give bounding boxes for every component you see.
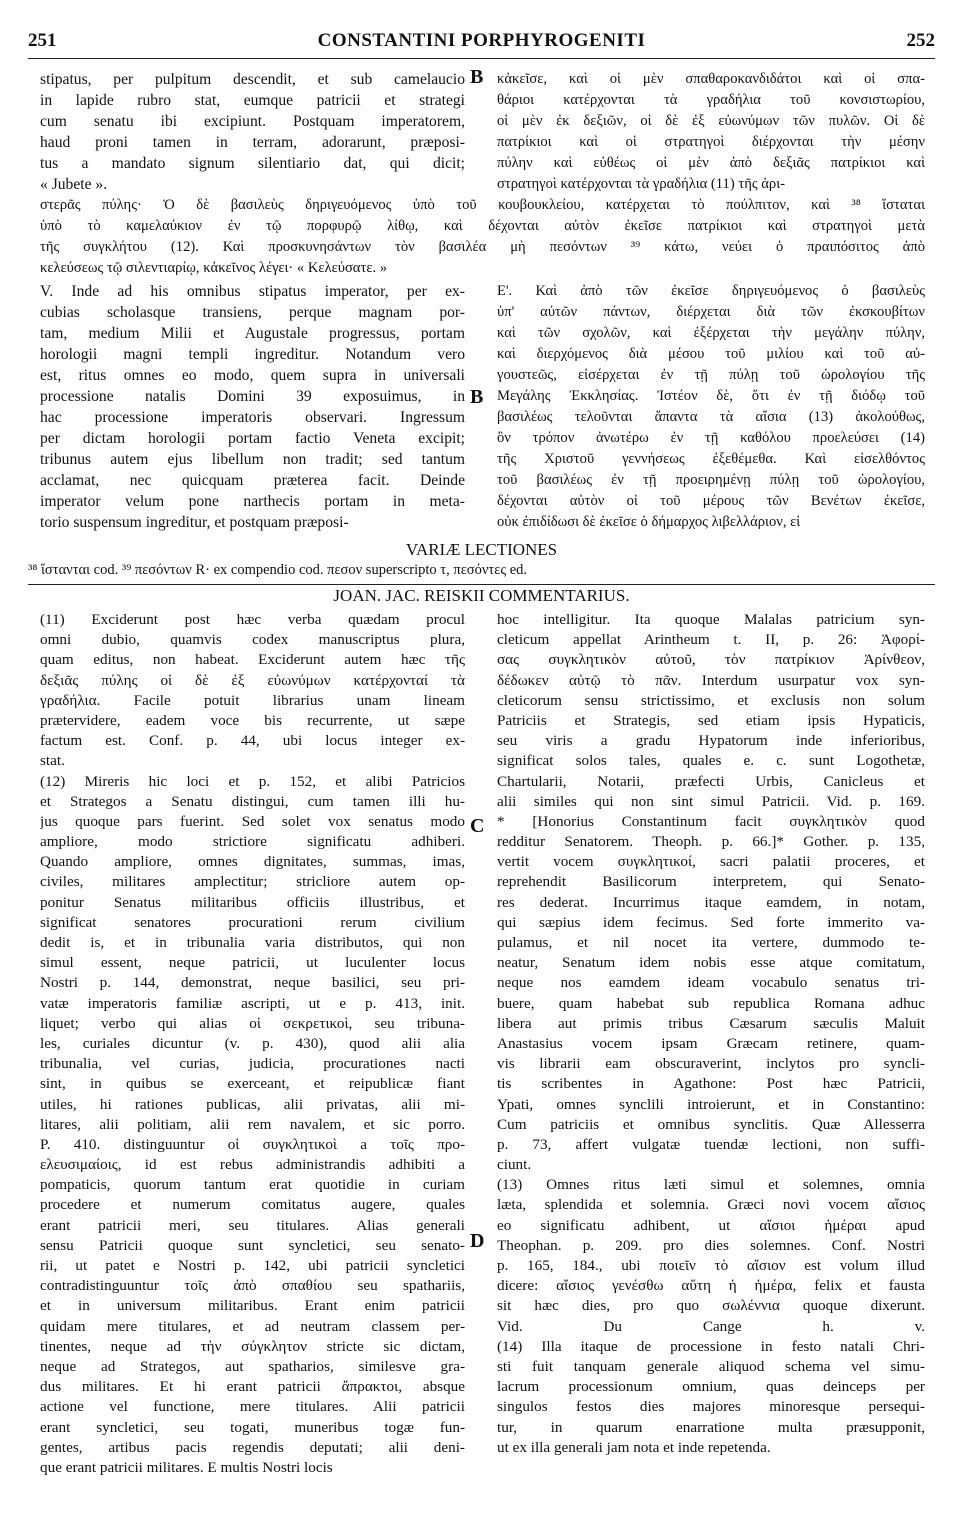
text-line: pompaticis, quorum tantum erat quotidie in curiam xyxy=(40,1176,465,1194)
text-line: Ε'. Καὶ ἀπὸ τῶν ἐκεῖσε δηριγευόμενος ὁ βασιλεὺς xyxy=(497,283,925,299)
text-line: gentes, artibus pacis regendis deputati; alii deni- xyxy=(40,1438,465,1456)
text-line: que erant patricii militares. E multis Nostri locis xyxy=(40,1458,333,1476)
text-line: dicere: αἴσιος γενέσθω αὕτη ἡ ἡμέρα, felix et fausta xyxy=(497,1277,925,1295)
text-line: cleticorum sensu strictissimo, et exclusis non solum xyxy=(497,691,925,709)
greek-text-top xyxy=(497,69,925,195)
text-line: quidam mere titulares, et ad neutram classem per- xyxy=(40,1317,465,1335)
running-title: CONSTANTINI PORPHYROGENITI xyxy=(317,30,646,51)
text-line: Μεγάλης Ἐκκλησίας. Ἰστέον δὲ, ὅτι ἐν τῇ διόδῳ τοῦ xyxy=(497,388,925,404)
text-line: cleticum appellat Arintheum t. II, p. 26: Ἀφορί- xyxy=(497,631,925,649)
text-line: les, curiales dicuntur (v. p. 430), quod alii alia xyxy=(40,1034,465,1052)
text-line: ut ex illa generali jam nota et inde repetenda. xyxy=(497,1438,771,1456)
text-line: neque nos eamdem ideam vocabulo senatus tri- xyxy=(497,974,925,992)
text-line: eo significatu adhibent, ut αἴσιοι ἡμέραι apud xyxy=(497,1216,925,1234)
text-line: lacrum processionum omnium, quas deinceps per xyxy=(497,1378,925,1396)
commentary-left-column xyxy=(40,610,465,1478)
text-line: per dictam horologii portam factio Veneta excipit; xyxy=(40,430,465,447)
text-line: litares, alii politiam, alii rem navalem, et sic porro. xyxy=(40,1115,465,1133)
text-line: contradistinguuntur τοῖς ἀπὸ σπαθίου seu spathariis, xyxy=(40,1277,465,1295)
text-line: actione vel functione, mere titulares. Alii patricii xyxy=(40,1398,465,1416)
text-line: Anastasius vocem ipsam Græcam retinere, quam- xyxy=(497,1034,925,1052)
text-line: factum est. Conf. p. 44, ubi locus integer ex- xyxy=(40,732,465,750)
text-line: Nostri p. 144, demonstrat, neque basilici, seu pri- xyxy=(40,974,465,992)
text-line: Patriciis et Strategis, sed etiam ipsis Hypaticis, xyxy=(497,711,925,729)
text-line: tribunus autem ejus libellum non tradit; sed tantum xyxy=(40,451,465,468)
text-line: οὐκ ἐπιδίδωσι δὲ ἐκεῖσε ὁ δήμαρχος λιβελλάριον, εἰ xyxy=(497,514,801,530)
text-line: Theophan. p. 209. pro dies solemnes. Conf. Nostri xyxy=(497,1236,925,1254)
text-line: rii, ut patet e Nostri p. 142, ubi patricii syncletici xyxy=(40,1257,465,1274)
text-line: τῆς Χριστοῦ γεννήσεως ἐξεθέμεθα. Καὶ εἰσελθόντος xyxy=(497,451,925,467)
text-line: (14) Illa itaque de processione in festo natali Chri- xyxy=(497,1337,925,1355)
text-line: οἱ μὲν ἐκ δεξιῶν, οἱ δὲ ἐξ εὐωνύμων τῶν πυλῶν. Οἱ δὲ xyxy=(497,113,925,129)
text-line: (13) Omnes ritus læti simul et solemnes, omnia xyxy=(497,1176,925,1194)
text-line: (11) Exciderunt post hæc verba quædam procul xyxy=(40,611,465,628)
text-line: vertit vocem συγκλητικοί, sacri palatii proceres, et xyxy=(497,853,925,871)
text-line: utiles, hi rationes publicas, alii privatas, alii mi- xyxy=(40,1095,465,1113)
text-line: πύλην καὶ εὐθέως οἱ μὲν ἀπὸ δεξιᾶς πατρίκιοι καὶ xyxy=(497,155,925,171)
header-rule xyxy=(28,58,935,59)
text-line: vis librarii eam obscuraverint, inclytos pro syncli- xyxy=(497,1055,925,1073)
text-line: quam editus, non habeat. Exciderunt autem hæc τῆς xyxy=(40,651,465,669)
text-line: procedere et numerum comitatus augere, quales xyxy=(40,1196,465,1214)
text-line: et in universum militaribus. Erant enim patricii xyxy=(40,1297,465,1315)
text-line: libera aut primis tribus Cæsarum sæculis Maluit xyxy=(497,1014,925,1032)
text-line: tam, medium Milii et Augustale progressus, portam xyxy=(40,325,465,342)
text-line: sit hæc dies, pro quo σωλέννια quoque dixerunt. xyxy=(497,1297,925,1315)
text-line: tinentes, neque ad τὴν σύγκλητον stricte sic dictam, xyxy=(40,1337,465,1355)
text-line: βασιλέως τελοῦνται ἅπαντα τὰ αἴσια (13) ἀκολούθως, xyxy=(497,409,925,425)
text-line: læta, splendida et solemnia. Græci novi vocem αἴσιος xyxy=(497,1196,925,1214)
text-line: Ypati, omnes synclili introierunt, et in Constantino: xyxy=(497,1095,925,1113)
text-line: neque ad Strategos, aut spatharios, similesve gra- xyxy=(40,1357,465,1375)
variae-lectiones-heading: VARIÆ LECTIONES xyxy=(405,540,558,559)
apparatus-rule xyxy=(28,584,935,585)
text-line: buere, quam habebat sub republica Romana adhuc xyxy=(497,994,925,1012)
text-line: est, ritus omnes eo modo, quem supra in universali xyxy=(40,367,465,384)
text-line: processione natalis Domini 39 exposuimus, in xyxy=(40,388,465,405)
text-line: Chartularii, Notarii, præfecti Urbis, Canicleus et xyxy=(497,772,925,790)
text-line: cubias scholasque transiens, perque magnam por- xyxy=(40,304,465,321)
text-line: στερᾶς πύλης· Ὁ δὲ βασιλεὺς δηριγευόμενος ὑπὸ τοῦ κουβουκλείου, κατέρχεται τὸ πούλπιτον, καὶ ³⁸ ἵσταται xyxy=(40,197,925,213)
running-header xyxy=(28,30,935,60)
text-line: στρατηγοὶ κατέρχονται τὰ γραδήλια (11) τῆς ἀρι- xyxy=(497,176,785,192)
text-line: sti fuit tanquam generale aliquod schema vel simu- xyxy=(497,1357,925,1375)
text-line: erant patricii meri, seu titulares. Alias generali xyxy=(40,1216,465,1234)
text-line: cum senatu ibi excipiunt. Postquam imperatorem, xyxy=(40,113,465,130)
text-line: significat solos tales, quales e. c. sunt Logothetæ, xyxy=(497,752,925,770)
margin-marker-d: D xyxy=(470,1230,485,1252)
text-line: (12) Mireris hic loci et p. 152, et alibi Patricios xyxy=(40,772,465,790)
text-line: prætervidere, eadem voce bis recurrente, ut sæpe xyxy=(40,711,465,729)
text-line: ampliore, modo strictiore significatu adhiberi. xyxy=(40,833,465,851)
text-line: τοῦ βασιλέως ἐν τῇ προειρημένῃ πύλῃ τοῦ ὡρολογίου, xyxy=(497,472,925,488)
text-line: * [Honorius Constantinum facit συγκλητικὸν quod xyxy=(497,812,925,830)
text-line: p. 165, 184., ubi ποιεῖν τὸ αἴσιον est volum illud xyxy=(497,1257,925,1274)
text-line: Quando ampliore, omnes dignitates, summas, imas, xyxy=(40,853,465,871)
text-line: dus militares. Et hi erant patricii ἄπρακτοι, absque xyxy=(40,1378,465,1396)
text-line: hoc intelligitur. Ita quoque Malalas patricium syn- xyxy=(497,611,925,628)
text-line: V. Inde ad his omnibus stipatus imperator, per ex- xyxy=(40,283,465,300)
text-line: ὑπὸ τὸ καμελαύκιον ἐν τῷ πορφυρῷ λίθῳ, καὶ δέχονται αὐτὸν ἐκεῖσε πατρίκιοι καὶ στρατηγοὶ μετὰ xyxy=(40,218,925,234)
text-line: horologii magni templi ingreditur. Notandum vero xyxy=(40,346,465,363)
text-line: « Jubete ». xyxy=(40,176,108,193)
greek-text-section-5 xyxy=(497,281,925,533)
text-line: Cum patriciis et omnibus synclitis. Quæ Allesserra xyxy=(497,1115,925,1133)
text-line: δέδωκεν αὐτῷ τὸ πᾶν. Interdum usurpatur vox syn- xyxy=(497,671,925,689)
text-line: γουστεῶς, εἰσέρχεται ἐν τῇ πύλῃ τοῦ ὡρολογίου τῆς xyxy=(497,367,925,383)
text-line: καὶ διερχόμενος διὰ μέσου τοῦ μιλίου καὶ τοῦ αὐ- xyxy=(497,346,925,362)
text-line: hac processione imperatoris observari. Ingressum xyxy=(40,409,465,426)
text-line: ὑπ' αὐτῶν πάντων, διέρχεται διὰ τῶν ἐκσκουβίτων xyxy=(497,304,925,320)
text-line: res dederat. Incurrimus itaque eamdem, in notam, xyxy=(497,893,925,911)
text-line: significat senatores procurationi rerum civilium xyxy=(40,913,465,931)
text-line: erant syncletici, seu togati, muneribus togæ fun- xyxy=(40,1418,465,1436)
text-line: δεξιᾶς πύλης οἱ δὲ ἐξ εὐωνύμων κατέρχονταί τὰ xyxy=(40,671,465,689)
text-line: singulos festos dies majores minoresque persequi- xyxy=(497,1398,925,1416)
text-line: alii similes qui non sint simul Patricii. Vid. p. 169. xyxy=(497,792,925,810)
text-line: καὶ τῶν σχολῶν, καὶ ἐξέρχεται τὴν μεγάλην πύλην, xyxy=(497,325,925,341)
text-line: liquet; verbo qui alias οἱ σεκρετικοὶ, seu tribuna- xyxy=(40,1014,465,1032)
text-line: τῆς συγκλήτου (12). Καὶ προσκυνησάντων τὸν βασιλέα μὴ πεσόντων ³⁹ κάτω, νεύει ὁ πραιπόσιτος ἀπὸ xyxy=(40,239,925,255)
text-line: acclamat, nec quicquam præterea facit. Deinde xyxy=(40,472,465,489)
margin-marker-b: B xyxy=(470,66,484,88)
text-line: seu viris a gradu Hypatorum inde inferioribus, xyxy=(497,732,925,750)
text-line: simul essent, neque patricii, ut luculenter locus xyxy=(40,954,465,972)
latin-text-section-5 xyxy=(40,281,465,533)
text-line: θάριοι κατέρχονται τὰ γραδήλια τοῦ κονσιστωρίου, xyxy=(497,92,925,108)
variae-lectiones-line: ³⁸ ἵστανται cod. ³⁹ πεσόντων R· ex compendio cod. πεσον superscripto τ, πεσόντες ed. xyxy=(28,562,528,578)
page-number-right: 252 xyxy=(906,30,935,51)
text-line: p. 73, affert vulgatæ tuendæ lectioni, non suffi- xyxy=(497,1135,925,1153)
text-line: imperator velum pone narthecis portam in meta- xyxy=(40,493,465,510)
text-line: σας συγκλητικὸν αὐτοῦ, τὸν πατρίκιον Ἀρίνθεον, xyxy=(497,651,925,669)
margin-marker-c: C xyxy=(470,815,485,837)
text-line: πατρίκιοι καὶ οἱ στρατηγοὶ διέρχονται τὴν μέσην xyxy=(497,134,925,150)
commentarius-heading: JOAN. JAC. REISKII COMMENTARIUS. xyxy=(333,586,630,605)
text-line: civiles, militares amplectitur; stricliore autem op- xyxy=(40,873,465,891)
text-line: dedit is, et in tribunalia varia distributos, qui non xyxy=(40,934,465,951)
text-line: torio suspensum ingreditur, et postquam præposi- xyxy=(40,514,349,531)
page-number-left: 251 xyxy=(28,30,57,51)
commentary-right-column xyxy=(497,610,925,1458)
greek-text-full-width xyxy=(40,195,925,279)
text-line: vatæ imperatoris familiæ ascripti, ut e p. 413, init. xyxy=(40,994,465,1012)
text-line: γραδήλια. Facile potuit librarius unam lineam xyxy=(40,691,465,709)
text-line: sensu Patricii quoque sunt syncletici, seu senato- xyxy=(40,1236,465,1254)
text-line: P. 410. distinguuntur οἱ συγκλητικοὶ a τοῖς προ- xyxy=(40,1135,465,1153)
text-line: stat. xyxy=(40,752,65,770)
text-line: ponitur Senatus militaribus officiis illustribus, et xyxy=(40,893,465,911)
text-line: ὃν τρόπον ἀνωτέρω ἐν τῇ καθόλου προελεύσει (14) xyxy=(497,430,925,446)
latin-text-top xyxy=(40,69,465,195)
text-line: κελεύσεως τῷ σιλεντιαρίῳ, κἀκεῖνος λέγει· « Κελεύσατε. » xyxy=(40,260,388,276)
text-line: neatur, Senatum idem nobis esse atque comitatum, xyxy=(497,954,925,972)
text-line: tus a mandato signum silentiario dat, qui dicit; xyxy=(40,155,465,172)
text-line: reprehendit Basilicorum interpretem, qui Senato- xyxy=(497,873,925,891)
margin-marker-b-2: B xyxy=(470,386,484,408)
text-line: κἀκεῖσε, καὶ οἱ μὲν σπαθαροκανδιδάτοι καὶ οἱ σπα- xyxy=(497,71,925,87)
text-line: ελευσιμαίοις, id est rebus administrandis adhibiti a xyxy=(40,1156,465,1174)
text-line: sint, in quibus se exerceant, et reipublicæ fiant xyxy=(40,1075,465,1093)
text-line: δέχονται αὐτὸν οἱ τοῦ μέρους τῶν Βενέτων ἐκεῖσε, xyxy=(497,493,925,509)
text-line: omni dubio, quamvis codex manuscriptus plura, xyxy=(40,631,465,649)
text-line: tribunalia, vel curias, judicia, procurationes nacti xyxy=(40,1055,465,1073)
text-line: redditur Senatorem. Theoph. p. 66.]* Gother. p. 135, xyxy=(497,833,925,851)
text-line: haud proni tamen in terram, adorarunt, præposi- xyxy=(40,134,465,151)
text-line: tis scribentes in Agathone: Post hæc Patricii, xyxy=(497,1075,925,1093)
text-line: jus quoque pars fuerint. Sed solet vox senatus modo xyxy=(40,812,465,830)
text-line: qui sæpius idem fecimus. Sed forte immerito va- xyxy=(497,913,925,931)
text-line: et Strategos a Senatu distingui, cum tamen illi hu- xyxy=(40,792,465,810)
text-line: in lapide rubro stat, eumque patricii et strategi xyxy=(40,92,465,109)
text-line: stipatus, per pulpitum descendit, et sub camelaucio xyxy=(40,71,465,88)
text-line: ciunt. xyxy=(497,1156,532,1174)
text-line: pulamus, et nil nocet ita vertere, dummodo te- xyxy=(497,934,925,951)
text-line: Vid. Du Cange h. v. xyxy=(497,1317,925,1335)
text-line: tur, in quarum enarratione multa præsupponit, xyxy=(497,1418,925,1436)
